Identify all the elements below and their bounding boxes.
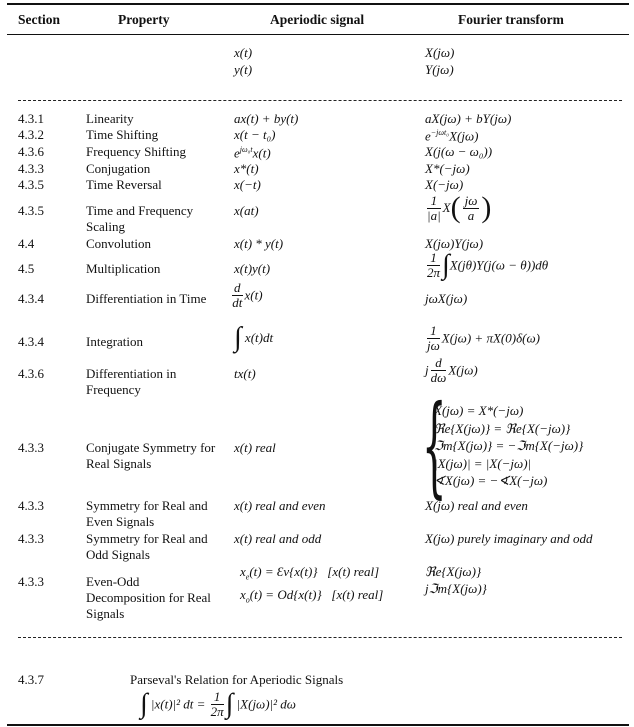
row-property: Integration xyxy=(86,334,144,349)
row-transform: $\frac{1}{j\omega}$ X(jω) + πX(0)δ(ω) xyxy=(427,323,540,353)
bottom-rule xyxy=(7,724,629,726)
row-signal: x(t) * y(t) xyxy=(234,236,284,251)
def-signal-x: x(t) xyxy=(234,45,253,60)
header-aperiodic: Aperiodic signal xyxy=(270,12,365,27)
row-property: Time Reversal xyxy=(86,177,162,192)
row-section: 4.3.3 xyxy=(18,531,44,546)
row-section: 4.3.6 xyxy=(18,366,44,381)
row-transform: $e^{-j\omega t_0}X(j\omega)$ xyxy=(425,128,479,144)
row-signal: x(t) real and even xyxy=(234,498,326,513)
row-signal: $e^{j\omega_0t}x(t)$ xyxy=(234,145,271,161)
row-transform: j $\frac{d}{d\omega}$ X(jω) xyxy=(425,355,478,385)
row-signal: x(t)y(t) xyxy=(234,261,271,276)
parseval-title: Parseval's Relation for Aperiodic Signals xyxy=(130,672,344,687)
row-property: Conjugation xyxy=(86,161,151,176)
row-transform: aX(jω) + bY(jω) xyxy=(425,111,512,126)
row-signal: $\frac{d}{dt}$ x(t) xyxy=(232,280,263,310)
row-section: 4.3.5 xyxy=(18,177,44,192)
header-property: Property xyxy=(118,12,170,27)
row-section: 4.3.4 xyxy=(18,334,44,349)
row-section: 4.3.6 xyxy=(18,144,44,159)
row-property: Differentiation in Time xyxy=(86,291,207,306)
row-transform: $\frac{1}{2\pi}$ ∫X(jθ)Y(j(ω − θ))dθ xyxy=(427,249,549,281)
row-section: 4.3.3 xyxy=(18,574,44,589)
row-signal: x(t) real xyxy=(234,440,276,455)
def-signal-y: y(t) xyxy=(234,62,253,77)
top-rule xyxy=(7,3,629,5)
header-rule xyxy=(7,34,629,35)
row-signal: ax(t) + by(t) xyxy=(234,111,299,126)
row-transform: X*(−jω) xyxy=(425,161,470,176)
row-signal: x(t) real and odd xyxy=(234,531,322,546)
row-transform: X(jω)Y(jω) xyxy=(425,236,484,251)
row-transform: X(j(ω − ω₀)) xyxy=(425,144,493,159)
row-transform: X(−jω) xyxy=(425,177,464,192)
row-property: Frequency Shifting xyxy=(86,144,187,159)
row-transform: jωX(jω) xyxy=(425,291,468,306)
row-section: 4.3.3 xyxy=(18,161,44,176)
row-section: 4.3.1 xyxy=(18,111,44,126)
row-property: Conjugate Symmetry for Real Signals xyxy=(86,440,216,471)
row-signal: $x_e(t)$ = Ɛv{x(t)} [x(t) real] $x_o(t) = Od\{x(t)\}$ [x(t) real] xyxy=(240,564,384,605)
row-signal: ∫ x(t)dt xyxy=(234,322,274,353)
row-section: 4.3.2 xyxy=(18,127,44,142)
def-transform-Y: Y(jω) xyxy=(425,62,454,77)
row-transform: X(jω) = X*(−jω) ℜe{X(jω)} = ℜe{X(−jω)} ℑm{X(jω)} = −ℑm{X(−jω)} |X(jω)| = |X(−jω)| ∢X(jω) = −∢X(−jω) xyxy=(434,403,584,488)
row-section: 4.4 xyxy=(18,236,35,251)
parseval-section: 4.3.7 xyxy=(18,672,44,687)
row-signal: tx(t) xyxy=(234,366,256,381)
row-section: 4.3.5 xyxy=(18,203,44,218)
row-property: Even-Odd Decomposition for Real Signals xyxy=(86,574,211,621)
row-property: Symmetry for Real and Odd Signals xyxy=(86,531,208,562)
row-section: 4.3.3 xyxy=(18,498,44,513)
brace-symbol: { xyxy=(422,381,447,509)
row-property: Time Shifting xyxy=(86,127,159,142)
header-fourier: Fourier transform xyxy=(458,12,564,27)
row-property: Linearity xyxy=(86,111,134,126)
row-property: Differentiation in Frequency xyxy=(86,366,177,397)
def-transform-X: X(jω) xyxy=(425,45,455,60)
row-transform: $\frac{1}{|a|}$ X( $\frac{j\omega}{a}$ ) xyxy=(427,191,492,224)
row-section: 4.3.3 xyxy=(18,440,44,455)
dashed-divider-bottom xyxy=(18,637,622,638)
row-property: Multiplication xyxy=(86,261,161,276)
header-section: Section xyxy=(18,12,60,27)
row-signal: x(t − t₀) xyxy=(234,127,276,142)
row-signal: x(−t) xyxy=(234,177,261,192)
row-section: 4.3.4 xyxy=(18,291,44,306)
parseval-formula: ∫ |x(t)|² dt = $\frac{1}{2\pi}$ ∫ |X(jω)|² dω xyxy=(140,688,296,720)
row-property: Convolution xyxy=(86,236,152,251)
row-property: Symmetry for Real and Even Signals xyxy=(86,498,208,529)
dashed-divider-top xyxy=(18,100,622,101)
row-section: 4.5 xyxy=(18,261,35,276)
row-transform: X(jω) real and even xyxy=(425,498,528,513)
row-transform: X(jω) purely imaginary and odd xyxy=(425,531,593,546)
row-signal: x(at) xyxy=(234,203,259,218)
row-signal: x*(t) xyxy=(234,161,259,176)
row-transform: ℜe{X(jω)} jℑm{X(jω)} xyxy=(425,564,487,596)
row-property: Time and Frequency Scaling xyxy=(86,203,194,234)
